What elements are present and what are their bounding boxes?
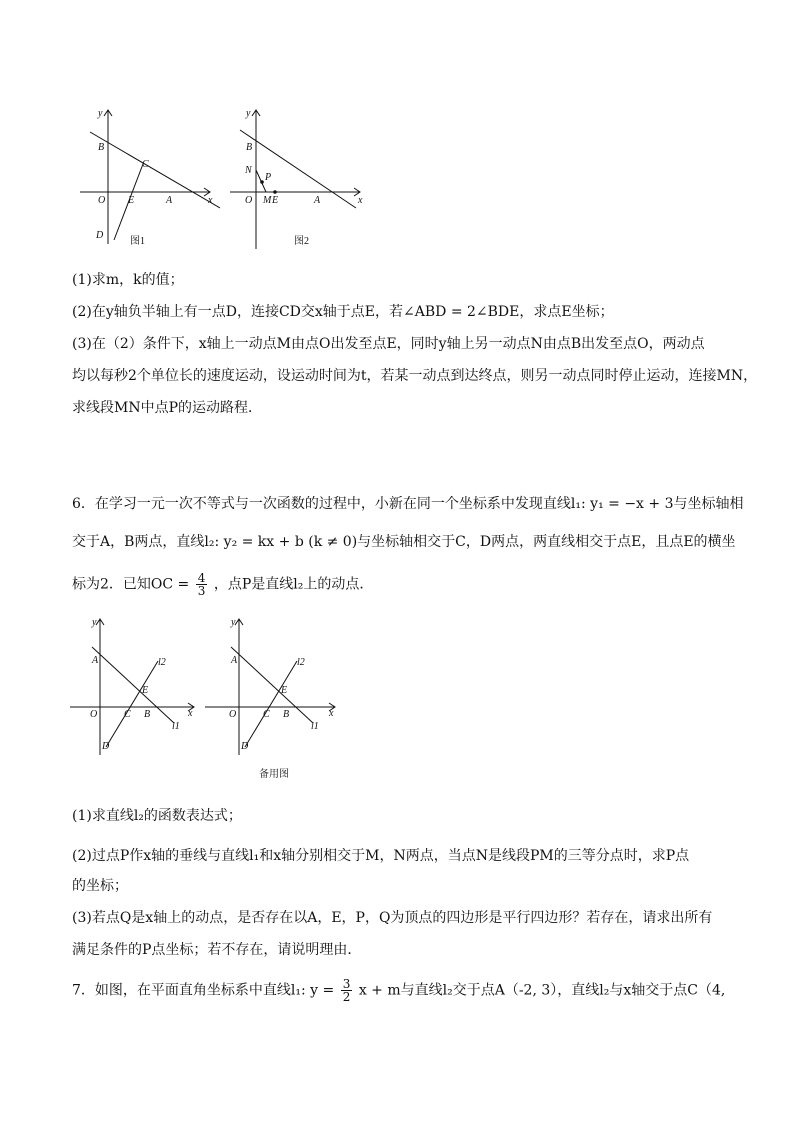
- fig4-label-C: C: [263, 709, 270, 720]
- q6-stem-line3: [72, 572, 734, 597]
- q5-part3-line3: 求线段MN中点P的运动路程．: [72, 400, 263, 416]
- fig4-label-l1: l1: [311, 721, 319, 732]
- q6-part2-line1: (2)过点P作x轴的垂线与直线l₁和x轴分别相交于M，N两点，当点N是线段PM的三等分点时，求P点: [72, 848, 690, 864]
- q5-part3-line1: (3)在（2）条件下，x轴上一动点M由点O出发至点E，同时y轴上另一动点N由点B出发至点O，两动点: [72, 336, 705, 352]
- q7-frac-num: 3: [342, 977, 351, 991]
- fig2-label-P: P: [265, 172, 272, 183]
- q7-fraction: [341, 978, 353, 1003]
- q6-frac-den: 3: [197, 584, 206, 598]
- fig3-label-C: C: [124, 709, 131, 720]
- figure-2: [230, 104, 370, 254]
- fig2-caption: 图2: [294, 236, 309, 247]
- fig1-label-D: D: [96, 230, 104, 241]
- q7-stem-a: 7．如图，在平面直角坐标系中直线l₁: y =: [72, 982, 335, 999]
- q6-fraction: [196, 572, 208, 597]
- fig4-label-E: E: [281, 685, 288, 696]
- fig2-label-M: M: [263, 195, 272, 206]
- fig3-label-O: O: [90, 709, 98, 720]
- fig1-label-C: C: [142, 159, 149, 170]
- q6-stem-line1: 6．在学习一元一次不等式与一次函数的过程中，小新在同一个坐标系中发现直线l₁: y₁ = −x + 3与坐标轴相: [72, 496, 744, 512]
- q7-frac-den: 2: [342, 990, 351, 1004]
- q6-part1: (1)求直线l₂的函数表达式；: [72, 808, 242, 824]
- fig2-label-E: E: [272, 195, 279, 206]
- fig2-label-B: B: [246, 142, 253, 153]
- fig3-label-B: B: [144, 709, 151, 720]
- fig3-label-E: E: [142, 685, 149, 696]
- fig4-label-y: y: [231, 617, 236, 628]
- fig4-label-O: O: [229, 709, 237, 720]
- q7-stem-b: x + m与直线l₂交于点A（-2, 3），直线l₂与x轴交于点C（4,: [358, 982, 726, 999]
- figure-3: [70, 615, 200, 755]
- fig4-label-x: x: [329, 708, 334, 719]
- q5-part3-line2: 均以每秒2个单位长的速度运动，设运动时间为t，若某一动点到达终点，则另一动点同时停止运动，连接MN，: [72, 368, 758, 384]
- fig2-label-x: x: [358, 195, 363, 206]
- fig2-label-N: N: [245, 165, 252, 176]
- q6-part3-line2: 满足条件的P点坐标；若不存在，请说明理由．: [72, 942, 362, 958]
- fig3-label-l2: l2: [158, 657, 166, 668]
- fig2-point-E: [273, 190, 277, 194]
- fig3-label-x: x: [188, 708, 193, 719]
- fig2-point-P: [260, 180, 264, 184]
- fig3-label-l1: l1: [172, 721, 180, 732]
- fig3-label-D: D: [102, 741, 110, 752]
- fig4-label-A: A: [231, 655, 238, 666]
- q5-part1: (1)求m，k的值；: [72, 272, 184, 288]
- fig4-caption: 备用图: [259, 769, 289, 780]
- fig4-label-l2: l2: [297, 657, 305, 668]
- fig3-label-y: y: [92, 617, 97, 628]
- figure-1: [80, 104, 220, 254]
- fig1-label-x: x: [208, 195, 213, 206]
- fig1-label-E: E: [128, 195, 135, 206]
- fig2-label-A: A: [314, 195, 321, 206]
- fig4-label-B: B: [283, 709, 290, 720]
- q5-part2: (2)在y轴负半轴上有一点D，连接CD交x轴于点E，若∠ABD = 2∠BDE，求点E坐标；: [72, 304, 614, 320]
- fig1-label-y: y: [98, 108, 103, 119]
- q6-part2-line2: 的坐标；: [72, 878, 128, 894]
- fig3-label-A: A: [92, 655, 99, 666]
- q6-frac-num: 4: [197, 571, 206, 585]
- figure-4: [205, 615, 345, 785]
- fig2-label-y: y: [246, 108, 251, 119]
- q6-part3-line1: (3)若点Q是x轴上的动点，是否存在以A，E，P，Q为顶点的四边形是平行四边形？若存在，请求出所有: [72, 910, 713, 926]
- fig4-label-D: D: [241, 741, 249, 752]
- q6-stem-line3-b: ，点P是直线l₂上的动点．: [213, 576, 374, 593]
- fig1-label-A: A: [166, 195, 173, 206]
- q6-stem-line2: 交于A，B两点，直线l₂: y₂ = kx + b (k ≠ 0)与坐标轴相交于C，D两点，两直线相交于点E，且点E的横坐: [72, 534, 736, 550]
- fig1-label-O: O: [98, 195, 106, 206]
- fig1-caption: 图1: [130, 236, 145, 247]
- q7-stem-line1: [72, 978, 734, 1003]
- q6-stem-line3-a: 标为2．已知OC =: [72, 576, 190, 593]
- fig1-label-B: B: [98, 142, 105, 153]
- fig2-label-O: O: [245, 195, 253, 206]
